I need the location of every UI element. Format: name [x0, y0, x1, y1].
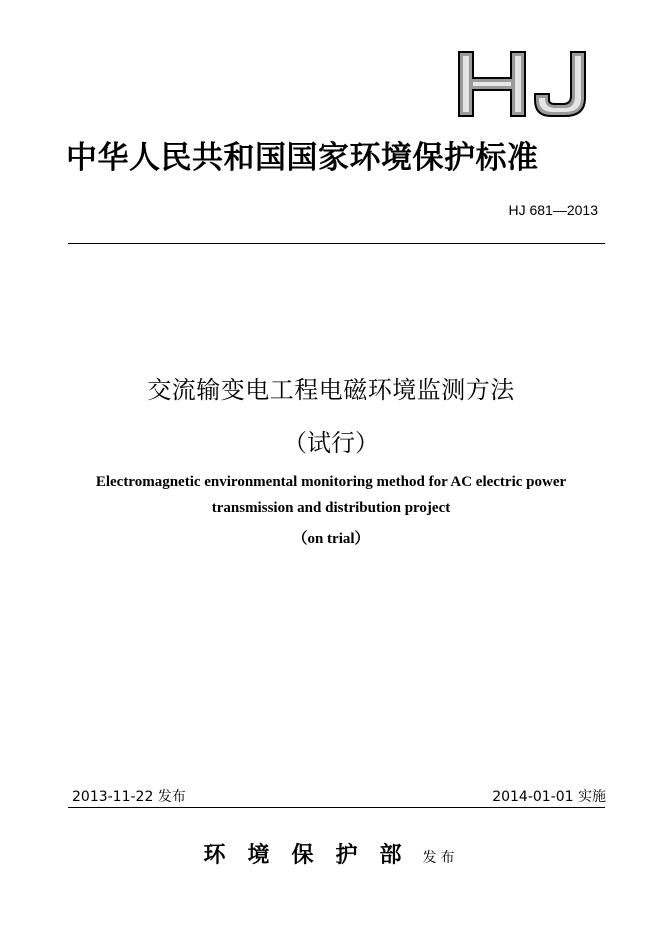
issuer	[0, 838, 662, 869]
chinese-subtitle: （试行）	[283, 429, 379, 457]
chinese-title: 交流输变电工程电磁环境监测方法	[147, 376, 515, 404]
english-title-line-3: （on trial）	[292, 531, 370, 547]
issuer-name: 环境保护部	[203, 842, 424, 868]
issuer-suffix: 发布	[422, 850, 459, 866]
top-divider	[68, 243, 605, 244]
implementation-date: 2014-01-01 实施	[492, 789, 606, 805]
bottom-divider	[68, 807, 605, 808]
english-title-line-2: transmission and distribution project	[211, 500, 451, 516]
hj-logo	[455, 48, 593, 120]
standard-number: HJ 681—2013	[508, 202, 598, 218]
issue-date: 2013-11-22 发布	[72, 789, 186, 805]
org-title: 中华人民共和国国家环境保护标准	[66, 140, 539, 176]
english-title-line-1: Electromagnetic environmental monitoring method for AC electric power	[95, 474, 567, 490]
hj-logo-graphic	[455, 48, 593, 120]
